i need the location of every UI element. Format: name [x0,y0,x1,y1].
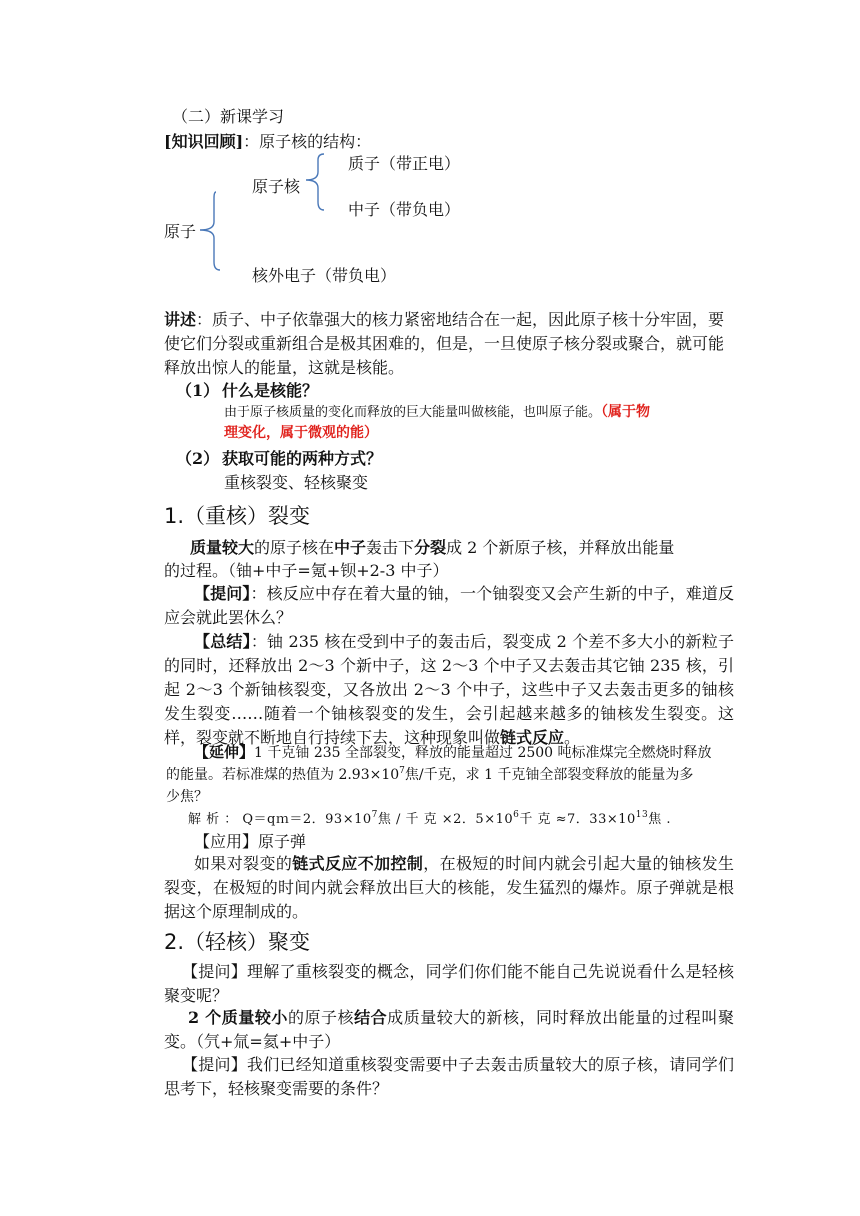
extension-text-2a: 的能量。若标准煤的热值为 2.93×10 [166,767,400,783]
review-tag: [知识回顾] [164,132,244,151]
summary-text: ：铀 235 核在受到中子的轰击后，裂变成 2 个差不多大小的新粒子的同时，还释放出 2～3 个新中子，这 2～3 个中子又去轰击其它铀 235 核，引起 2～3 个新铀核裂变，又各放出 2～3 个中子，这些中子又去轰击更多的铀核发生裂变……随着一个铀核裂变的发生，会引起越来越多的铀核发生裂变。这样，裂变就不断地自行持续下去，这种现象叫做 [164,632,734,747]
extension-line3: 少焦？ [166,789,208,805]
q2-title: 获取可能的两种方式？ [222,449,383,468]
solution-sup-2: 6 [513,810,520,820]
extension-text-2b: 焦/千克，求 1 千克铀全部裂变释放的能量为多 [404,767,694,783]
extension-label: 【延伸】 [194,743,255,761]
q1-note-b: 理变化，属于微观的能） [224,425,378,441]
fission-ask-label: 【提问】 [194,584,251,603]
fission-def-text-2: 轰击下 [366,538,415,557]
application-bold: 链式反应不加控制 [292,854,424,873]
extension-line2 [166,764,693,784]
neutron-label: 中子（带负电） [348,200,461,219]
solution-a: 解 析 ： Q＝qｍ＝2．93×10 [188,812,372,827]
q1-note-a: （属于物 [601,404,651,420]
summary-end: 。 [564,728,581,747]
solution-line [188,808,671,827]
fission-def-line2: 的过程。（铀+中子=氪+钡+2-3 中子） [164,561,449,580]
fission-ask-text: ：核反应中存在着大量的铀，一个铀裂变又会产生新的中子，难道反应会就此罢休么？ [164,584,734,627]
fusion-heading: 2.（轻核）聚变 [164,930,311,954]
q2-number: （2） [176,449,220,468]
fission-def-bold-2: 中子 [334,538,367,557]
solution-sup-1: 7 [371,810,378,820]
summary-bold: 链式反应 [500,728,565,747]
section-heading: （二）新课学习 [172,107,285,126]
fusion-ask-2 [164,1053,734,1101]
atom-label: 原子 [164,222,197,241]
extension-sup: 7 [399,766,405,776]
fusion-ask2-label: 【提问】 [182,1055,247,1074]
electron-label: 核外电子（带负电） [252,266,397,285]
q2-answer: 重核裂变、轻核聚变 [224,473,369,492]
q1-number: （1） [176,381,220,400]
fusion-def-bold-1: 2 个质量较小 [188,1008,288,1027]
q1-answer-line1 [224,401,650,421]
solution-sup-3: 13 [635,810,649,820]
fusion-definition [164,1006,734,1054]
solution-b: 焦 / 千 克 ×2．5×10 [377,812,514,827]
proton-label: 质子（带正电） [348,154,461,173]
fusion-ask1-label: 【提问】 [182,962,247,981]
lecture-tag: 讲述 [164,310,197,329]
extension-line1 [194,741,712,762]
application-label: 【应用】 [194,832,259,851]
fission-definition [190,535,674,558]
fission-def-text-1: 的原子核在 [254,538,335,557]
extension-text-1: 1 千克铀 235 全部裂变，释放的能量超过 2500 吨标准煤完全燃烧时释放 [254,745,712,761]
application-paragraph [164,852,734,924]
application-line [194,829,306,852]
fission-def-bold-3: 分裂 [414,538,447,557]
fission-def-bold-1: 质量较大 [190,538,255,557]
application-p1: 如果对裂变的 [194,854,293,873]
solution-d: 焦 . [648,812,671,827]
summary-label: 【总结】 [194,632,251,651]
fission-heading: 1.（重核）裂变 [164,504,311,528]
fusion-def-text-1: 的原子核 [287,1008,355,1027]
q1-answer: 由于原子核质量的变化而释放的巨大能量叫做核能，也叫原子能。 [224,405,602,420]
fusion-ask-1 [164,960,734,1008]
fission-ask [164,582,734,630]
fusion-ask1-text: 理解了重核裂变的概念，同学们你们能不能自己先说说看什么是轻核聚变呢？ [164,962,734,1005]
lecture-text: ：质子、中子依靠强大的核力紧密地结合在一起，因此原子核十分牢固，要使它们分裂或重新组合是极其困难的，但是，一旦使原子核分裂或聚合，就可能释放出惊人的能量，这就是核能。 [164,310,725,377]
structure-brackets [0,0,860,300]
solution-c: 千 克 ≈7．33×10 [519,812,636,827]
fusion-def-bold-2: 结合 [354,1008,388,1027]
fusion-def-text-2: 成质量较大的新核，同时释放出能量的过程叫聚变。（氕+氚=氦+中子） [164,1008,734,1051]
nucleus-label: 原子核 [252,177,301,196]
lecture-paragraph [164,308,734,380]
fission-def-text-3: 成 2 个新原子核，并释放出能量 [446,538,675,557]
fission-summary [164,630,734,750]
review-text: ：原子核的结构： [243,132,372,151]
application-p2: ，在极短的时间内就会引起大量的铀核发生裂变，在极短的时间内就会释放出巨大的核能，发生猛烈的爆炸。原子弹就是根据这个原理制成的。 [164,854,734,921]
fusion-ask2-text: 我们已经知道重核裂变需要中子去轰击质量较大的原子核，请同学们思考下，轻核聚变需要的条件？ [164,1055,734,1098]
application-text: 原子弹 [258,832,307,851]
q1-title: 什么是核能？ [222,381,319,400]
